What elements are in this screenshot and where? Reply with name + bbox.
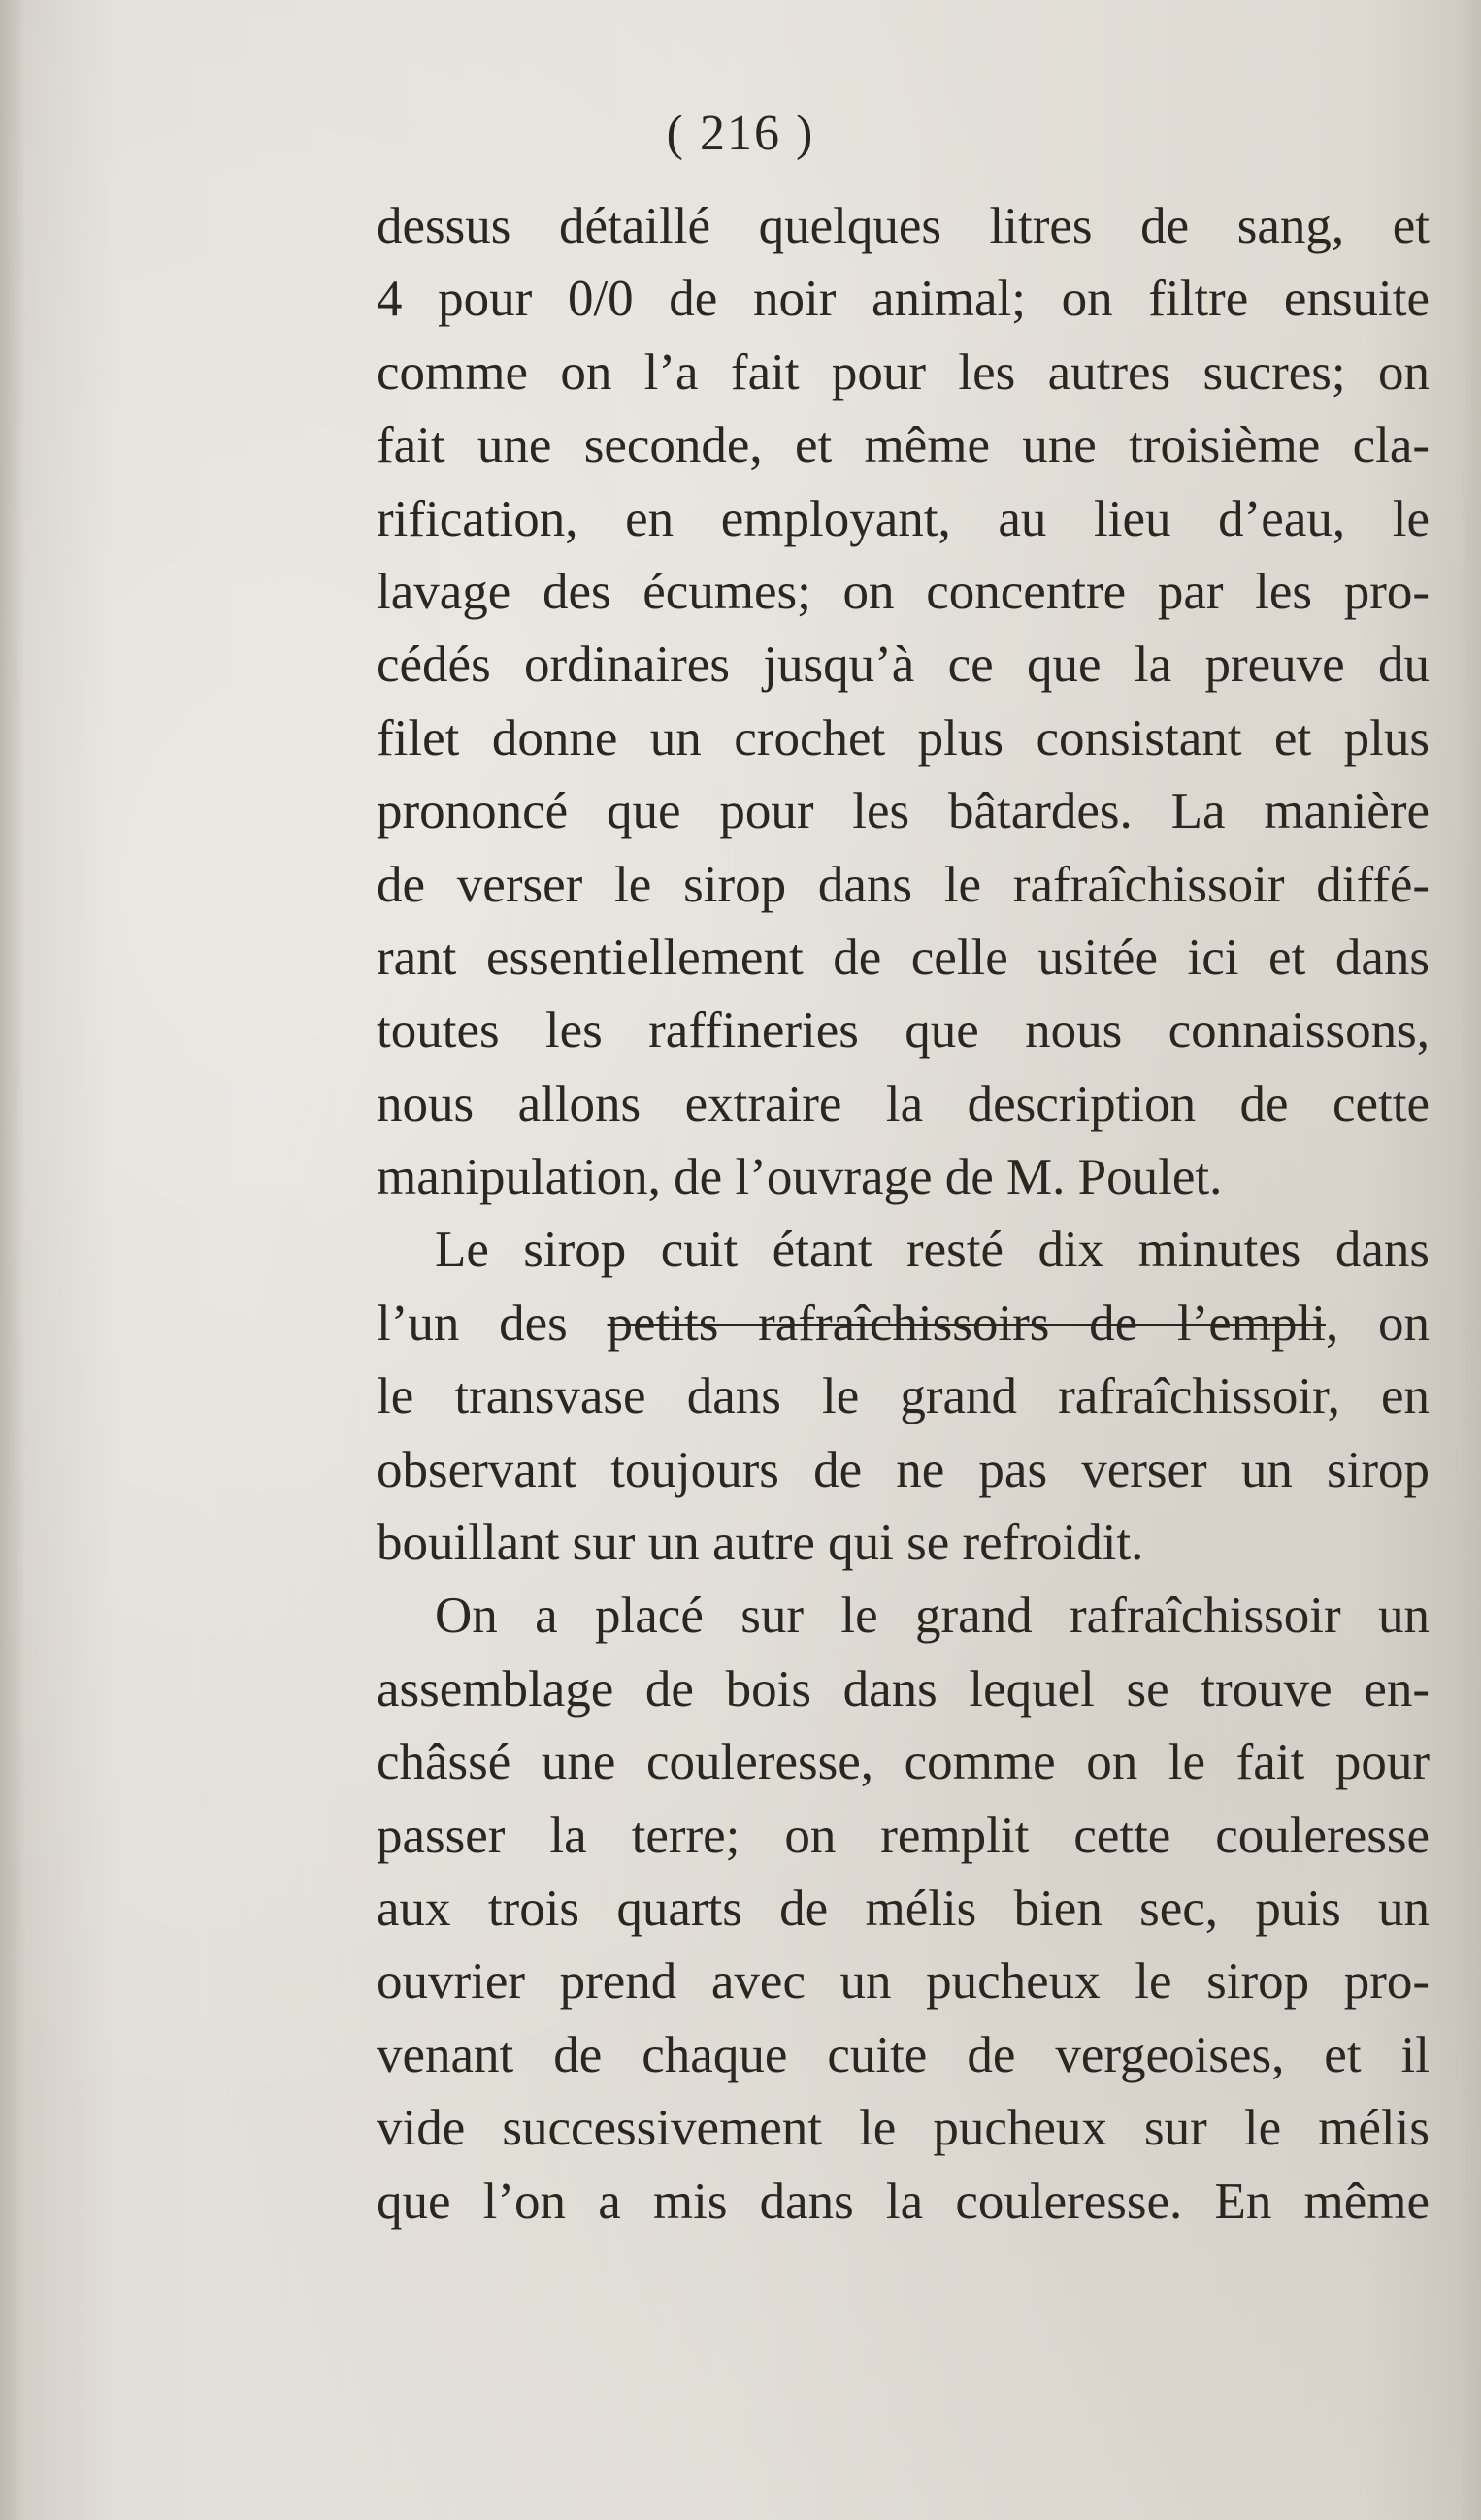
text-line: ouvrier prend avec un pucheux le sirop pro- bbox=[377, 1953, 1430, 2011]
page-right-edge bbox=[1460, 0, 1481, 2520]
text-line: vide successivement le pucheux sur le mélis bbox=[377, 2100, 1430, 2157]
text-line: venant de chaque cuite de vergeoises, et il bbox=[377, 2026, 1430, 2083]
text-line: toutes les raffineries que nous connaissons, bbox=[377, 1002, 1430, 1060]
page-number: ( 216 ) bbox=[666, 106, 815, 161]
text-line: 4 pour 0/0 de noir animal; on filtre ensuite bbox=[377, 271, 1430, 328]
text-line: le transvase dans le grand rafraîchissoir, en bbox=[377, 1368, 1430, 1425]
text-line: cédés ordinaires jusqu’à ce que la preuve du bbox=[377, 637, 1430, 694]
text-line: comme on l’a fait pour les autres sucres; on bbox=[377, 344, 1430, 401]
body-text bbox=[377, 190, 1430, 2239]
struck-through-text: petits rafraîchissoirs de l’empli bbox=[607, 1294, 1326, 1352]
text-line: On a placé sur le grand rafraîchissoir un bbox=[435, 1587, 1430, 1645]
text-line: aux trois quarts de mélis bien sec, puis un bbox=[377, 1880, 1430, 1937]
text-line: rification, en employant, au lieu d’eau, le bbox=[377, 490, 1430, 547]
text-line: manipulation, de l’ouvrage de M. Poulet. bbox=[377, 1149, 1223, 1206]
text-line: prononcé que pour les bâtardes. La manière bbox=[377, 783, 1430, 840]
text-line: Le sirop cuit étant resté dix minutes dans bbox=[435, 1222, 1430, 1279]
text-line: passer la terre; on remplit cette couleresse bbox=[377, 1807, 1430, 1864]
text-line: rant essentiellement de celle usitée ici et dans bbox=[377, 929, 1430, 986]
text-line: bouillant sur un autre qui se refroidit. bbox=[377, 1515, 1144, 1572]
text-line-segment: , on bbox=[1325, 1294, 1430, 1352]
text-line: filet donne un crochet plus consistant et plus bbox=[377, 709, 1430, 767]
page-left-edge bbox=[0, 0, 25, 2520]
text-line: lavage des écumes; on concentre par les pro- bbox=[377, 563, 1430, 620]
text-line: assemblage de bois dans lequel se trouve en- bbox=[377, 1660, 1430, 1718]
text-line: que l’on a mis dans la couleresse. En même bbox=[377, 2173, 1430, 2230]
text-line bbox=[377, 1288, 1430, 1360]
text-line: châssé une couleresse, comme on le fait pour bbox=[377, 1734, 1430, 1791]
text-line: fait une seconde, et même une troisième cla- bbox=[377, 417, 1430, 475]
text-line-segment: l’un des bbox=[377, 1294, 608, 1352]
text-line: dessus détaillé quelques litres de sang, et bbox=[377, 198, 1430, 254]
text-line: nous allons extraire la description de cette bbox=[377, 1075, 1430, 1132]
text-line: observant toujours de ne pas verser un sirop bbox=[377, 1441, 1430, 1498]
text-line: de verser le sirop dans le rafraîchissoir diffé- bbox=[377, 856, 1430, 913]
